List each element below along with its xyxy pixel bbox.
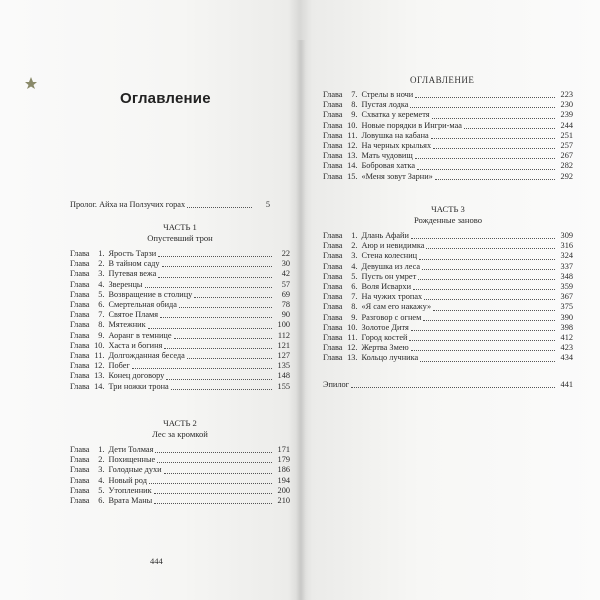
chapter-label: Глава (323, 130, 343, 140)
chapter-label: Глава (70, 455, 90, 465)
leader-dots (145, 286, 273, 288)
chapter-title: Бобровая хатка (361, 161, 416, 171)
toc-chapter-row (323, 131, 573, 141)
chapter-label: Глава (323, 90, 343, 99)
leader-dots (164, 472, 272, 474)
chapter-number: 2. (98, 259, 105, 269)
leader-dots (166, 378, 272, 380)
chapter-title: Мятежник (108, 320, 146, 330)
chapter-page: 244 (560, 120, 573, 130)
chapter-number: 6. (98, 496, 105, 506)
chapter-page: 257 (560, 141, 573, 151)
toc-chapter-row (323, 282, 573, 292)
leader-dots (464, 127, 555, 129)
chapter-title: Кольцо лучника (361, 353, 419, 363)
leader-dots (187, 357, 272, 359)
chapter-title: Новый род (108, 475, 147, 485)
toc-prologue (70, 200, 270, 210)
chapter-title: Мать чудовищ (361, 151, 413, 161)
chapter-number: 6. (98, 300, 105, 310)
toc-chapter-row (323, 323, 573, 333)
leader-dots (411, 237, 555, 239)
chapter-number: 2. (98, 455, 105, 465)
chapter-page: 200 (277, 485, 290, 495)
part2-heading: ЧАСТЬ 2 (163, 418, 197, 428)
toc-chapter-row (323, 241, 573, 251)
leader-dots (162, 265, 272, 267)
chapter-label: Глава (70, 351, 90, 361)
left-page (10, 0, 300, 600)
chapter-title: Аюр и невидимка (361, 241, 425, 251)
chapter-label: Глава (70, 381, 90, 391)
chapter-page: 230 (560, 100, 573, 110)
chapter-number: 5. (351, 271, 358, 281)
chapter-label: Глава (70, 269, 90, 279)
toc-chapter-row (323, 302, 573, 312)
chapter-page: 186 (277, 465, 290, 475)
chapter-title: Схватка у кереметя (361, 110, 430, 120)
chapter-label: Глава (323, 171, 343, 181)
chapter-title: Возвращение в столицу (108, 289, 193, 299)
chapter-title: На черных крыльях (361, 141, 432, 151)
leader-dots (160, 316, 272, 318)
chapter-page: 194 (277, 475, 290, 485)
chapter-title: Воля Исвархи (361, 282, 412, 292)
leader-dots (415, 157, 555, 159)
toc-chapter-row (70, 465, 290, 475)
chapter-label: Глава (70, 289, 90, 299)
chapter-page: 337 (560, 261, 573, 271)
leader-dots (431, 137, 555, 139)
chapter-number: 1. (351, 231, 358, 240)
chapter-title: Утопленник (108, 485, 152, 495)
chapter-number: 7. (98, 310, 105, 320)
chapter-title: «Меня зовут Зарни» (361, 171, 433, 181)
chapter-label: Глава (323, 251, 343, 261)
epilogue-page: 441 (560, 380, 573, 389)
chapter-label: Глава (323, 161, 343, 171)
chapter-number: 12. (94, 361, 105, 371)
chapter-page: 324 (560, 251, 573, 261)
leader-dots (433, 309, 555, 311)
leader-dots (155, 451, 272, 453)
chapter-page: 171 (277, 445, 290, 454)
chapter-number: 8. (351, 302, 358, 312)
right-page (305, 0, 595, 600)
toc-chapter-row (323, 262, 573, 272)
chapter-number: 15. (347, 171, 358, 181)
toc-chapter-row (70, 371, 290, 381)
toc-chapter-row (70, 249, 290, 259)
toc-part1 (70, 222, 290, 392)
chapter-label: Глава (70, 279, 90, 289)
chapter-title: Смертельная обида (108, 300, 177, 310)
part1-subtitle: Опустевший трон (147, 232, 213, 243)
leader-dots (418, 278, 555, 280)
toc-chapter-row (70, 280, 290, 290)
leader-dots (422, 268, 555, 270)
toc-chapter-row (70, 455, 290, 465)
leader-dots (164, 347, 272, 349)
toc-chapter-row (323, 333, 573, 343)
page-title: Оглавление (120, 90, 211, 107)
chapter-page: 78 (281, 300, 290, 310)
leader-dots (154, 492, 272, 494)
running-head: ОГЛАВЛЕНИЕ (410, 75, 475, 85)
leader-dots (426, 247, 555, 249)
chapter-title: В тайном саду (108, 259, 160, 269)
leader-dots (171, 388, 272, 390)
chapter-label: Глава (323, 110, 343, 120)
chapter-title: Ловушка на кабана (361, 130, 429, 140)
chapter-page: 292 (560, 171, 573, 181)
part1-chapter-list (70, 249, 290, 392)
toc-chapter-row (70, 259, 290, 269)
toc-chapter-row (323, 161, 573, 171)
chapter-title: Долгожданная беседа (108, 351, 185, 361)
prologue-title: Пролог. Айха на Ползучих горах (70, 200, 186, 209)
part1-heading: ЧАСТЬ 1 (163, 222, 197, 232)
chapter-number: 7. (351, 90, 358, 99)
toc-part2 (70, 418, 290, 506)
toc-chapter-row (70, 320, 290, 330)
chapter-title: Стрелы в ночи (361, 90, 414, 99)
leader-dots (351, 386, 555, 388)
chapter-number: 5. (98, 289, 105, 299)
chapter-title: Золотое Дитя (361, 322, 409, 332)
toc-chapter-row (323, 110, 573, 120)
part2-subtitle: Лес за кромкой (152, 428, 208, 439)
chapter-page: 210 (277, 496, 290, 506)
chapter-page: 22 (281, 249, 290, 258)
toc-chapter-row (323, 100, 573, 110)
chapter-label: Глава (70, 465, 90, 475)
chapter-page: 375 (560, 302, 573, 312)
chapter-number: 4. (98, 475, 105, 485)
toc-chapter-row (323, 172, 573, 182)
prologue-row (70, 200, 270, 210)
page-number-left: 444 (150, 556, 163, 566)
toc-chapter-row (70, 331, 290, 341)
chapter-title: Три ножки трона (108, 381, 169, 391)
chapter-label: Глава (70, 310, 90, 320)
chapter-number: 3. (98, 465, 105, 475)
chapter-title: Конец договору (108, 371, 165, 381)
leader-dots (435, 178, 555, 180)
toc-chapter-row (323, 141, 573, 151)
chapter-title: Аоранг в темнице (108, 330, 172, 340)
toc-epilogue (323, 380, 573, 390)
chapter-page: 390 (560, 312, 573, 322)
chapter-title: Стена колесниц (361, 251, 418, 261)
chapter-title: Пусть он умрет (361, 271, 417, 281)
chapter-label: Глава (70, 340, 90, 350)
chapter-label: Глава (70, 371, 90, 381)
toc-chapter-row (323, 343, 573, 353)
chapter-number: 9. (98, 330, 105, 340)
chapter-number: 2. (351, 241, 358, 251)
chapter-number: 1. (98, 249, 105, 258)
part2-chapter-list (70, 445, 290, 506)
chapter-page: 42 (281, 269, 290, 279)
chapter-number: 10. (94, 340, 105, 350)
chapter-page: 398 (560, 322, 573, 332)
chapter-number: 11. (347, 130, 358, 140)
toc-chapter-row (70, 300, 290, 310)
part3-heading: ЧАСТЬ 3 (431, 204, 465, 214)
chapter-page: 30 (281, 259, 290, 269)
toc-chapter-row (323, 121, 573, 131)
toc-chapter-row (323, 90, 573, 100)
prologue-page: 5 (265, 200, 270, 209)
chapter-number: 4. (98, 279, 105, 289)
chapter-page: 112 (277, 330, 290, 340)
chapter-page: 100 (277, 320, 290, 330)
chapter-label: Глава (323, 261, 343, 271)
chapter-title: Похищенные (108, 455, 156, 465)
toc-chapter-row (323, 231, 573, 241)
toc-chapter-row (70, 341, 290, 351)
chapter-label: Глава (70, 485, 90, 495)
leader-dots (174, 337, 272, 339)
chapter-page: 239 (560, 110, 573, 120)
chapter-label: Глава (70, 496, 90, 506)
chapter-title: Дети Толмая (108, 445, 154, 454)
chapter-title: Святое Пламя (108, 310, 159, 320)
chapter-page: 148 (277, 371, 290, 381)
chapter-page: 412 (560, 333, 573, 343)
chapter-number: 11. (347, 333, 358, 343)
chapter-title: Голодные духи (108, 465, 162, 475)
chapter-page: 367 (560, 292, 573, 302)
chapter-number: 13. (347, 151, 358, 161)
chapter-title: «Я сам его накажу» (361, 302, 432, 312)
chapter-title: Девушка из леса (361, 261, 421, 271)
toc-chapter-row (70, 476, 290, 486)
chapter-label: Глава (70, 475, 90, 485)
chapter-page: 135 (277, 361, 290, 371)
chapter-label: Глава (323, 151, 343, 161)
chapter-label: Глава (323, 241, 343, 251)
chapter-number: 1. (98, 445, 105, 454)
leader-dots (409, 339, 555, 341)
part3-chapter-list (323, 231, 573, 364)
chapter-label: Глава (323, 302, 343, 312)
chapter-number: 3. (351, 251, 358, 261)
chapter-title: Путевая вежа (108, 269, 157, 279)
chapter-number: 11. (94, 351, 105, 361)
toc-chapter-row (70, 496, 290, 506)
publisher-logo-icon (24, 76, 38, 90)
chapter-title: Врата Маны (108, 496, 153, 506)
chapter-label: Глава (323, 322, 343, 332)
leader-dots (158, 255, 272, 257)
part3-subtitle: Рожденные заново (413, 214, 483, 225)
epilogue-row (323, 380, 573, 390)
leader-dots (148, 327, 272, 329)
chapter-number: 12. (347, 141, 358, 151)
toc-part2-continued (323, 90, 573, 182)
leader-dots (187, 206, 252, 208)
toc-chapter-row (323, 251, 573, 261)
toc-chapter-row (70, 310, 290, 320)
chapter-number: 9. (351, 312, 358, 322)
chapter-label: Глава (70, 259, 90, 269)
chapter-label: Глава (323, 343, 343, 353)
chapter-page: 69 (281, 289, 290, 299)
toc-chapter-row (70, 361, 290, 371)
chapter-page: 316 (560, 241, 573, 251)
chapter-page: 179 (277, 455, 290, 465)
chapter-label: Глава (323, 282, 343, 292)
chapter-page: 57 (281, 279, 290, 289)
chapter-label: Глава (70, 361, 90, 371)
chapter-number: 10. (347, 120, 358, 130)
chapter-number: 7. (351, 292, 358, 302)
chapter-page: 90 (281, 310, 290, 320)
chapter-title: Хаста и богиня (108, 340, 163, 350)
chapter-number: 3. (98, 269, 105, 279)
chapter-page: 121 (277, 340, 290, 350)
chapter-page: 127 (277, 351, 290, 361)
chapter-title: На чужих тропах (361, 292, 423, 302)
chapter-page: 309 (560, 231, 573, 240)
chapter-label: Глава (323, 312, 343, 322)
toc-chapter-row (70, 382, 290, 392)
leader-dots (423, 319, 555, 321)
leader-dots (420, 360, 555, 362)
leader-dots (413, 288, 555, 290)
toc-chapter-row (323, 313, 573, 323)
toc-chapter-row (70, 445, 290, 455)
chapter-page: 267 (560, 151, 573, 161)
chapter-number: 8. (98, 320, 105, 330)
chapter-page: 434 (560, 353, 573, 363)
chapter-number: 12. (347, 343, 358, 353)
leader-dots (149, 482, 272, 484)
leader-dots (411, 349, 555, 351)
chapter-label: Глава (323, 333, 343, 343)
leader-dots (154, 502, 272, 504)
leader-dots (157, 461, 272, 463)
chapter-page: 282 (560, 161, 573, 171)
chapter-label: Глава (323, 231, 343, 240)
chapter-page: 223 (560, 90, 573, 99)
chapter-title: Побег (108, 361, 130, 371)
chapter-page: 359 (560, 282, 573, 292)
leader-dots (132, 367, 272, 369)
leader-dots (433, 147, 555, 149)
chapter-number: 14. (94, 381, 105, 391)
toc-part3 (323, 204, 573, 364)
toc-chapter-row (323, 353, 573, 363)
leader-dots (417, 168, 555, 170)
toc-chapter-row (70, 290, 290, 300)
toc-chapter-row (70, 269, 290, 279)
chapter-label: Глава (70, 249, 90, 258)
chapter-number: 9. (351, 110, 358, 120)
chapter-label: Глава (323, 120, 343, 130)
leader-dots (415, 96, 555, 98)
chapter-title: Длань Афайи (361, 231, 409, 240)
epilogue-title: Эпилог (323, 380, 350, 389)
leader-dots (424, 298, 555, 300)
chapter-number: 4. (351, 261, 358, 271)
leader-dots (432, 117, 555, 119)
toc-chapter-row (323, 151, 573, 161)
chapter-title: Зверенцы (108, 279, 143, 289)
chapter-number: 10. (347, 322, 358, 332)
toc-chapter-row (70, 351, 290, 361)
chapter-title: Город костей (361, 333, 408, 343)
toc-chapter-row (323, 292, 573, 302)
chapter-title: Разговор с огнем (361, 312, 422, 322)
chapter-label: Глава (70, 330, 90, 340)
leader-dots (179, 306, 272, 308)
chapter-label: Глава (70, 300, 90, 310)
chapter-label: Глава (323, 141, 343, 151)
chapter-page: 155 (277, 381, 290, 391)
chapter-label: Глава (70, 320, 90, 330)
chapter-number: 5. (98, 485, 105, 495)
chapter-title: Пустая лодка (361, 100, 409, 110)
leader-dots (411, 329, 555, 331)
chapter-number: 8. (351, 100, 358, 110)
leader-dots (410, 106, 555, 108)
toc-chapter-row (70, 486, 290, 496)
part2-continued-list (323, 90, 573, 182)
chapter-number: 6. (351, 282, 358, 292)
chapter-label: Глава (70, 445, 90, 454)
toc-chapter-row (323, 272, 573, 282)
chapter-page: 423 (560, 343, 573, 353)
chapter-title: Жертва Змею (361, 343, 409, 353)
chapter-number: 13. (347, 353, 358, 363)
chapter-label: Глава (323, 100, 343, 110)
chapter-label: Глава (323, 271, 343, 281)
leader-dots (419, 258, 555, 260)
chapter-label: Глава (323, 292, 343, 302)
chapter-page: 251 (560, 130, 573, 140)
chapter-label: Глава (323, 353, 343, 363)
chapter-number: 14. (347, 161, 358, 171)
chapter-title: Ярость Тарзи (108, 249, 157, 258)
chapter-number: 13. (94, 371, 105, 381)
leader-dots (158, 276, 272, 278)
leader-dots (194, 296, 272, 298)
chapter-title: Новые порядки в Ингри-маа (361, 120, 462, 130)
chapter-page: 348 (560, 271, 573, 281)
